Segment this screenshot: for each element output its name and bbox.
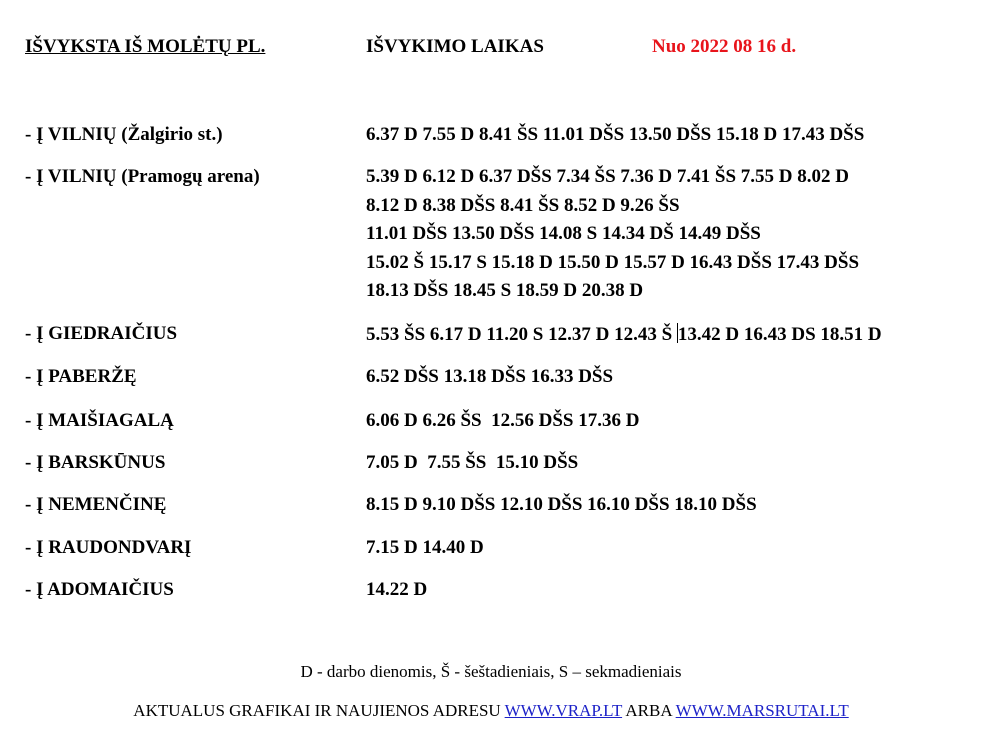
footer-note <box>0 700 982 722</box>
times-vilnius-zalgirio <box>366 124 864 153</box>
route-adomaiciai: - Į ADOMAIČIUS <box>25 579 174 600</box>
times-line: 6.52 DŠS 13.18 DŠS 16.33 DŠS <box>366 366 614 387</box>
times-line: 11.01 DŠS 13.50 DŠS 14.08 S 14.34 DŠ 14.49 DŠS <box>366 223 761 244</box>
times-nemencine <box>366 494 757 523</box>
vrap-link[interactable]: WWW.VRAP.LT <box>504 701 623 720</box>
times-line: 7.15 D 14.40 D <box>366 537 484 558</box>
route-nemencine: - Į NEMENČINĘ <box>25 494 167 515</box>
route-giedraiciai: - Į GIEDRAIČIUS <box>25 323 178 344</box>
route-maisiagala: - Į MAIŠIAGALĄ <box>25 410 174 431</box>
route-raudondvaris: - Į RAUDONDVARĮ <box>25 537 192 558</box>
times-line: 8.15 D 9.10 DŠS 12.10 DŠS 16.10 DŠS 18.10 DŠS <box>366 494 757 515</box>
route-vilnius-pramogu-arena: - Į VILNIŲ (Pramogų arena) <box>25 166 260 187</box>
valid-from-date: Nuo 2022 08 16 d. <box>652 36 797 57</box>
times-line: 7.05 D 7.55 ŠS 15.10 DŠS <box>366 452 579 473</box>
times-line: 8.12 D 8.38 DŠS 8.41 ŠS 8.52 D 9.26 ŠS <box>366 194 680 216</box>
times-line: 6.06 D 6.26 ŠS 12.56 DŠS 17.36 D <box>366 410 640 431</box>
times-barskunai <box>366 452 578 481</box>
times-line: 15.02 Š 15.17 S 15.18 D 15.50 D 15.57 D 16.43 DŠS 17.43 DŠS <box>366 251 860 273</box>
times-line-end: 13.42 D 16.43 DS 18.51 D <box>677 324 882 345</box>
departure-time-heading: IŠVYKIMO LAIKAS <box>366 36 544 57</box>
departure-heading: IŠVYKSTA IŠ MOLĖTŲ PL. <box>25 36 266 57</box>
route-barskunai: - Į BARSKŪNUS <box>25 452 166 473</box>
times-vilnius-pramogu-arena <box>366 166 859 309</box>
times-giedraiciai <box>366 323 882 346</box>
times-line: 6.37 D 7.55 D 8.41 ŠS 11.01 DŠS 13.50 DŠS 15.18 D 17.43 DŠS <box>366 124 865 145</box>
marsrutai-link[interactable]: WWW.MARSRUTAI.LT <box>675 701 849 720</box>
times-line: 14.22 D <box>366 579 428 600</box>
route-paberze: - Į PABERŽĘ <box>25 366 137 387</box>
times-line: 5.39 D 6.12 D 6.37 DŠS 7.34 ŠS 7.36 D 7.41 ŠS 7.55 D 8.02 D <box>366 166 849 187</box>
times-paberze <box>366 366 613 395</box>
times-line-start: 5.53 ŠS 6.17 D 11.20 S 12.37 D 12.43 Š <box>366 324 677 345</box>
times-raudondvaris <box>366 537 484 566</box>
times-maisiagala <box>366 410 639 439</box>
footer-text-middle: ARBA <box>622 701 676 720</box>
times-line: 18.13 DŠS 18.45 S 18.59 D 20.38 D <box>366 280 644 301</box>
route-vilnius-zalgirio: - Į VILNIŲ (Žalgirio st.) <box>25 124 223 145</box>
day-code-legend: D - darbo dienomis, Š - šeštadieniais, S – sekmadieniais <box>300 662 682 681</box>
times-adomaiciai <box>366 579 427 608</box>
footer-text-before: AKTUALUS GRAFIKAI IR NAUJIENOS ADRESU <box>133 701 505 720</box>
